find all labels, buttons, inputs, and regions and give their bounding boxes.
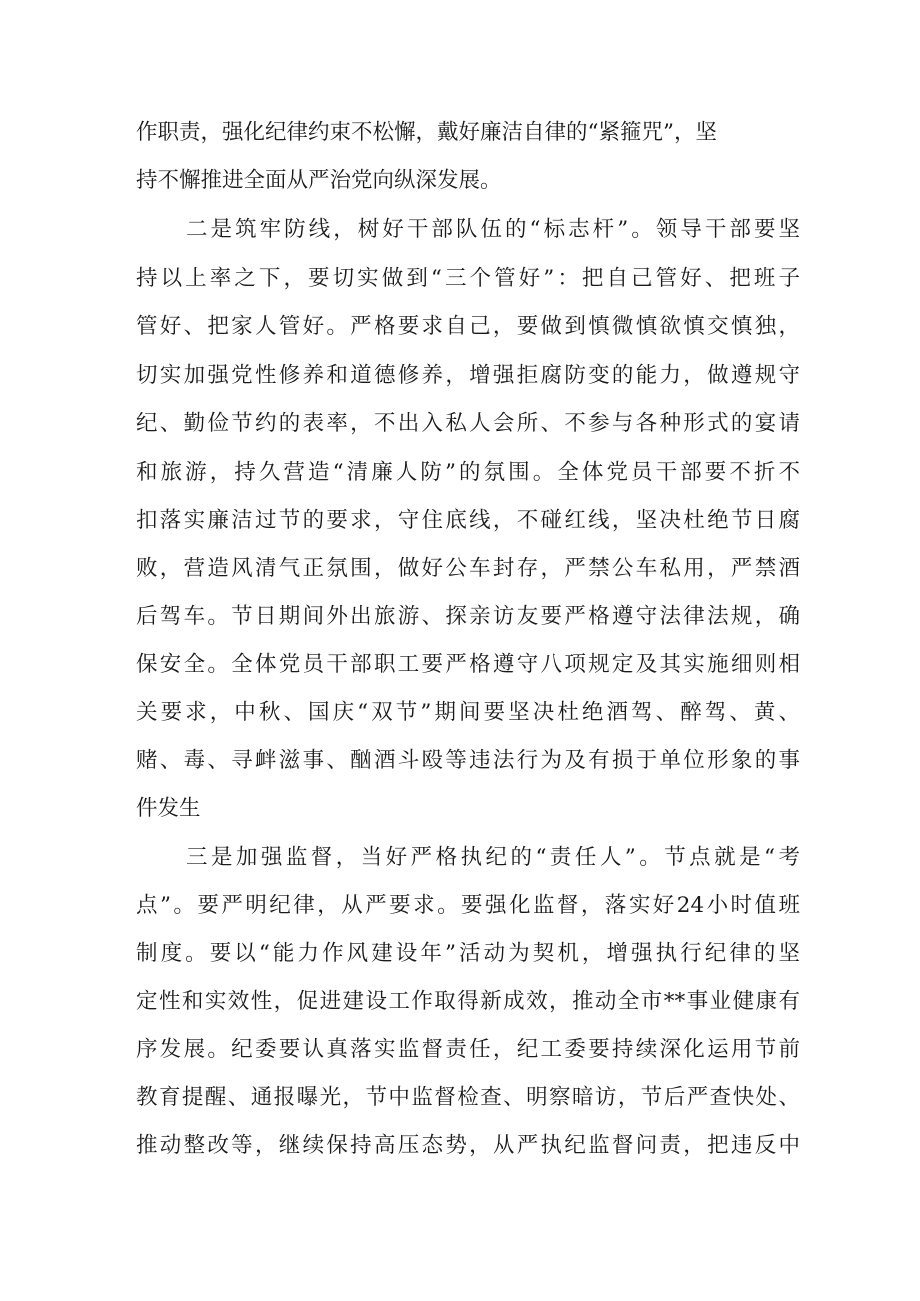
text-line: 后驾车。节日期间外出旅游、探亲访友要严格遵守法律法规，确 <box>136 604 800 629</box>
text-line: 持不懈推进全面从严治党向纵深发展。 <box>136 168 502 193</box>
text-line: 关要求，中秋、国庆“双节”期间要坚决杜绝酒驾、醉驾、黄、 <box>136 700 800 725</box>
text-line: 扣落实廉洁过节的要求，守住底线，不碰红线，坚决杜绝节日腐 <box>136 508 800 533</box>
text-line: 败，营造风清气正氛围，做好公车封存，严禁公车私用，严禁酒 <box>136 556 800 581</box>
text-line: 推动整改等，继续保持高压态势，从严执纪监督问责，把违反中 <box>136 1133 800 1158</box>
paragraph-start-line: 三是加强监督，当好严格执纪的“责任人”。节点就是“考 <box>186 845 800 870</box>
text-line: 点”。要严明纪律，从严要求。要强化监督，落实好24小时值班 <box>136 893 800 918</box>
text-line: 制度。要以“能力作风建设年”活动为契机，增强执行纪律的坚 <box>136 941 800 966</box>
text-line: 持以上率之下，要切实做到“三个管好”：把自己管好、把班子 <box>136 266 800 291</box>
text-line: 管好、把家人管好。严格要求自己，要做到慎微慎欲慎交慎独， <box>136 314 800 339</box>
text-line: 序发展。纪委要认真落实监督责任，纪工委要持续深化运用节前 <box>136 1037 800 1062</box>
paragraph-start-line: 二是筑牢防线，树好干部队伍的“标志杆”。领导干部要坚 <box>186 217 800 242</box>
text-line: 教育提醒、通报曝光，节中监督检查、明察暗访，节后严查快处、 <box>136 1085 800 1110</box>
text-line: 切实加强党性修养和道德修养，增强拒腐防变的能力，做遵规守 <box>136 363 800 388</box>
text-line: 定性和实效性，促进建设工作取得新成效，推动全市**事业健康有 <box>136 989 800 1014</box>
text-line: 作职责，强化纪律约束不松懈，戴好廉洁自律的“紧箍咒”，坚 <box>136 120 717 145</box>
text-line: 保安全。全体党员干部职工要严格遵守八项规定及其实施细则相 <box>136 652 800 677</box>
text-line: 纪、勤俭节约的表率，不出入私人会所、不参与各种形式的宴请 <box>136 411 800 436</box>
text-line: 赌、毒、寻衅滋事、酗酒斗殴等违法行为及有损于单位形象的事 <box>136 748 800 773</box>
text-line: 件发生 <box>136 796 201 821</box>
text-line: 和旅游，持久营造“清廉人防”的氛围。全体党员干部要不折不 <box>136 460 800 485</box>
